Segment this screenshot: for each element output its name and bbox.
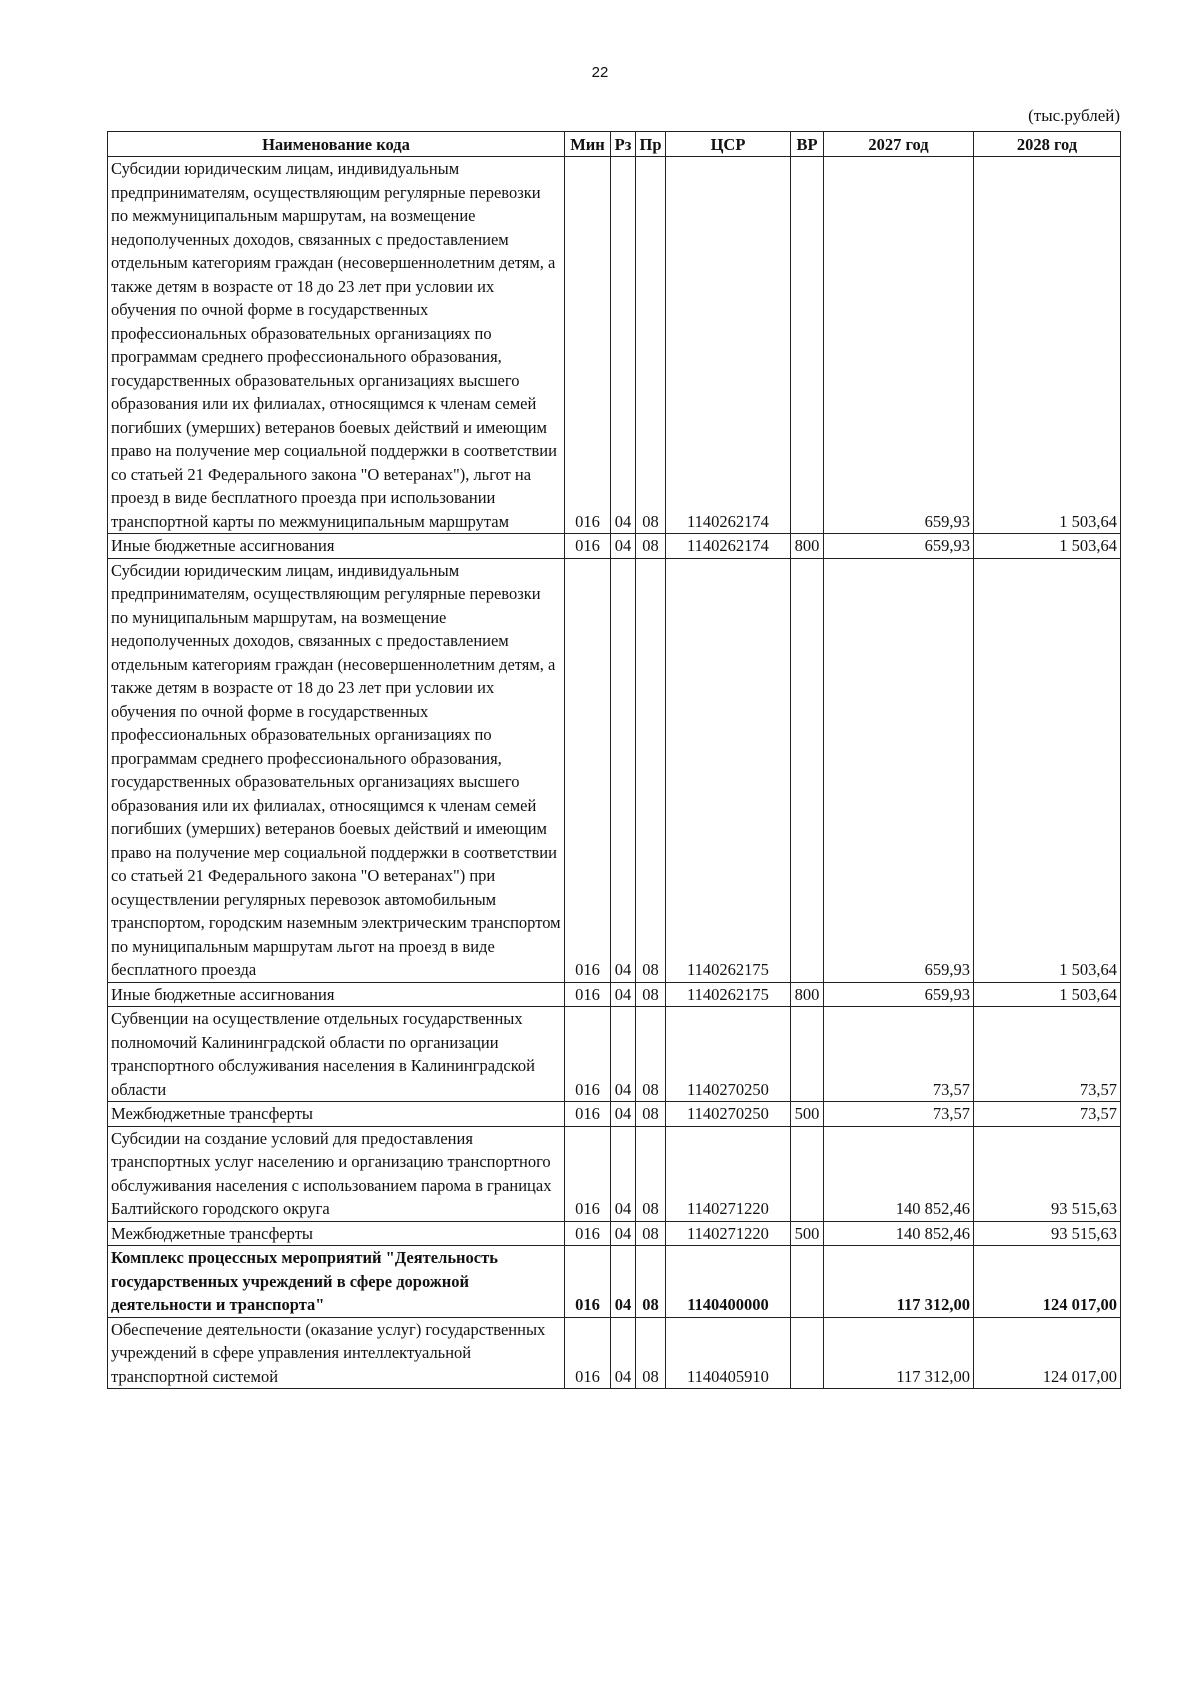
cell-name: Комплекс процессных мероприятий "Деятельность государственных учреждений в сфере дорожной деятельности и транспорта"	[108, 1246, 565, 1318]
cell-name: Субсидии юридическим лицам, индивидуальным предпринимателям, осуществляющим регулярные перевозки по муниципальным маршрутам, на возмещение недополученных доходов, связанных с предоставлением отдельным категориям граждан (несовершеннолетним детям, а также детям в возрасте от 18 до 23 лет при условии их обучения по очной форме в государственных профессиональных образовательных организациях по программам среднего профессионального образования, государственных образовательных организациях высшего образования или их филиалах, относящимся к членам семей погибших (умерших) ветеранов боевых действий и имеющим право на получение мер социальной поддержки в соответствии со статьей 21 Федерального закона "О ветеранах") при осуществлении регулярных перевозок автомобильным транспортом, городским наземным электрическим транспортом по муниципальным маршрутам льгот на проезд в виде бесплатного проезда	[108, 558, 565, 982]
cell-2027: 73,57	[824, 1102, 974, 1127]
cell-rz: 04	[611, 982, 636, 1007]
cell-pr: 08	[636, 982, 666, 1007]
cell-pr: 08	[636, 1102, 666, 1127]
cell-min: 016	[565, 1102, 611, 1127]
cell-rz: 04	[611, 157, 636, 534]
cell-2027: 659,93	[824, 982, 974, 1007]
cell-name: Субвенции на осуществление отдельных государственных полномочий Калининградской области по организации транспортного обслуживания населения в Калининградской области	[108, 1007, 565, 1102]
cell-rz: 04	[611, 1317, 636, 1389]
table-row	[108, 1221, 1121, 1246]
cell-rz: 04	[611, 1126, 636, 1221]
cell-pr: 08	[636, 1246, 666, 1318]
cell-name: Иные бюджетные ассигнования	[108, 534, 565, 559]
header-rz: Рз	[611, 132, 636, 157]
budget-table	[107, 131, 1121, 1389]
table-row	[108, 157, 1121, 534]
table-body	[108, 157, 1121, 1389]
cell-pr: 08	[636, 1126, 666, 1221]
cell-vr	[791, 558, 824, 982]
cell-name: Субсидии юридическим лицам, индивидуальным предпринимателям, осуществляющим регулярные перевозки по межмуниципальным маршрутам, на возмещение недополученных доходов, связанных с предоставлением отдельным категориям граждан (несовершеннолетним детям, а также детям в возрасте от 18 до 23 лет при условии их обучения по очной форме в государственных профессиональных образовательных организациях по программам среднего профессионального образования, государственных образовательных организациях высшего образования или их филиалах, относящимся к членам семей погибших (умерших) ветеранов боевых действий и имеющим право на получение мер социальной поддержки в соответствии со статьей 21 Федерального закона "О ветеранах"), льгот на проезд в виде бесплатного проезда при использовании транспортной карты по межмуниципальным маршрутам	[108, 157, 565, 534]
cell-2028: 93 515,63	[974, 1221, 1121, 1246]
cell-2028: 73,57	[974, 1007, 1121, 1102]
cell-2027: 73,57	[824, 1007, 974, 1102]
header-csr: ЦСР	[666, 132, 791, 157]
units-label: (тыс.рублей)	[1028, 106, 1120, 125]
cell-pr: 08	[636, 1317, 666, 1389]
cell-csr: 1140262175	[666, 558, 791, 982]
cell-2027: 117 312,00	[824, 1317, 974, 1389]
cell-2027: 140 852,46	[824, 1221, 974, 1246]
cell-min: 016	[565, 1007, 611, 1102]
cell-vr: 500	[791, 1102, 824, 1127]
cell-csr: 1140262174	[666, 157, 791, 534]
cell-rz: 04	[611, 1221, 636, 1246]
cell-name: Иные бюджетные ассигнования	[108, 982, 565, 1007]
cell-min: 016	[565, 157, 611, 534]
cell-rz: 04	[611, 558, 636, 982]
cell-min: 016	[565, 982, 611, 1007]
table-row	[108, 1102, 1121, 1127]
cell-min: 016	[565, 1221, 611, 1246]
header-name: Наименование кода	[108, 132, 565, 157]
header-pr: Пр	[636, 132, 666, 157]
cell-csr: 1140270250	[666, 1102, 791, 1127]
cell-2027: 117 312,00	[824, 1246, 974, 1318]
cell-csr: 1140262174	[666, 534, 791, 559]
table-row	[108, 534, 1121, 559]
cell-vr	[791, 1246, 824, 1318]
table-row	[108, 1246, 1121, 1318]
cell-2028: 93 515,63	[974, 1126, 1121, 1221]
cell-2027: 659,93	[824, 534, 974, 559]
cell-pr: 08	[636, 1007, 666, 1102]
header-2028: 2028 год	[974, 132, 1121, 157]
cell-csr: 1140262175	[666, 982, 791, 1007]
cell-name: Обеспечение деятельности (оказание услуг) государственных учреждений в сфере управления интеллектуальной транспортной системой	[108, 1317, 565, 1389]
cell-name: Межбюджетные трансферты	[108, 1221, 565, 1246]
cell-2027: 659,93	[824, 157, 974, 534]
cell-vr: 500	[791, 1221, 824, 1246]
cell-vr: 800	[791, 534, 824, 559]
cell-pr: 08	[636, 157, 666, 534]
table-row	[108, 1317, 1121, 1389]
table-row	[108, 558, 1121, 982]
cell-rz: 04	[611, 1246, 636, 1318]
cell-min: 016	[565, 534, 611, 559]
cell-2028: 1 503,64	[974, 982, 1121, 1007]
cell-vr	[791, 1007, 824, 1102]
cell-vr	[791, 157, 824, 534]
cell-2028: 1 503,64	[974, 534, 1121, 559]
cell-min: 016	[565, 1317, 611, 1389]
cell-2027: 659,93	[824, 558, 974, 982]
table-row	[108, 1007, 1121, 1102]
table-row	[108, 1126, 1121, 1221]
cell-2027: 140 852,46	[824, 1126, 974, 1221]
cell-pr: 08	[636, 1221, 666, 1246]
cell-vr: 800	[791, 982, 824, 1007]
cell-csr: 1140405910	[666, 1317, 791, 1389]
header-min: Мин	[565, 132, 611, 157]
cell-rz: 04	[611, 1007, 636, 1102]
cell-rz: 04	[611, 534, 636, 559]
cell-csr: 1140270250	[666, 1007, 791, 1102]
cell-vr	[791, 1126, 824, 1221]
cell-2028: 124 017,00	[974, 1317, 1121, 1389]
cell-2028: 124 017,00	[974, 1246, 1121, 1318]
table-header-row	[108, 132, 1121, 157]
cell-min: 016	[565, 1246, 611, 1318]
cell-vr	[791, 1317, 824, 1389]
cell-min: 016	[565, 558, 611, 982]
cell-csr: 1140271220	[666, 1126, 791, 1221]
page-number: 22	[591, 64, 609, 81]
cell-2028: 1 503,64	[974, 558, 1121, 982]
cell-rz: 04	[611, 1102, 636, 1127]
cell-csr: 1140400000	[666, 1246, 791, 1318]
header-vr: ВР	[791, 132, 824, 157]
header-2027: 2027 год	[824, 132, 974, 157]
table-row	[108, 982, 1121, 1007]
cell-pr: 08	[636, 558, 666, 982]
cell-2028: 1 503,64	[974, 157, 1121, 534]
cell-pr: 08	[636, 534, 666, 559]
cell-2028: 73,57	[974, 1102, 1121, 1127]
cell-name: Субсидии на создание условий для предоставления транспортных услуг населению и организацию транспортного обслуживания населения с использованием парома в границах Балтийского городского округа	[108, 1126, 565, 1221]
cell-min: 016	[565, 1126, 611, 1221]
cell-name: Межбюджетные трансферты	[108, 1102, 565, 1127]
cell-csr: 1140271220	[666, 1221, 791, 1246]
